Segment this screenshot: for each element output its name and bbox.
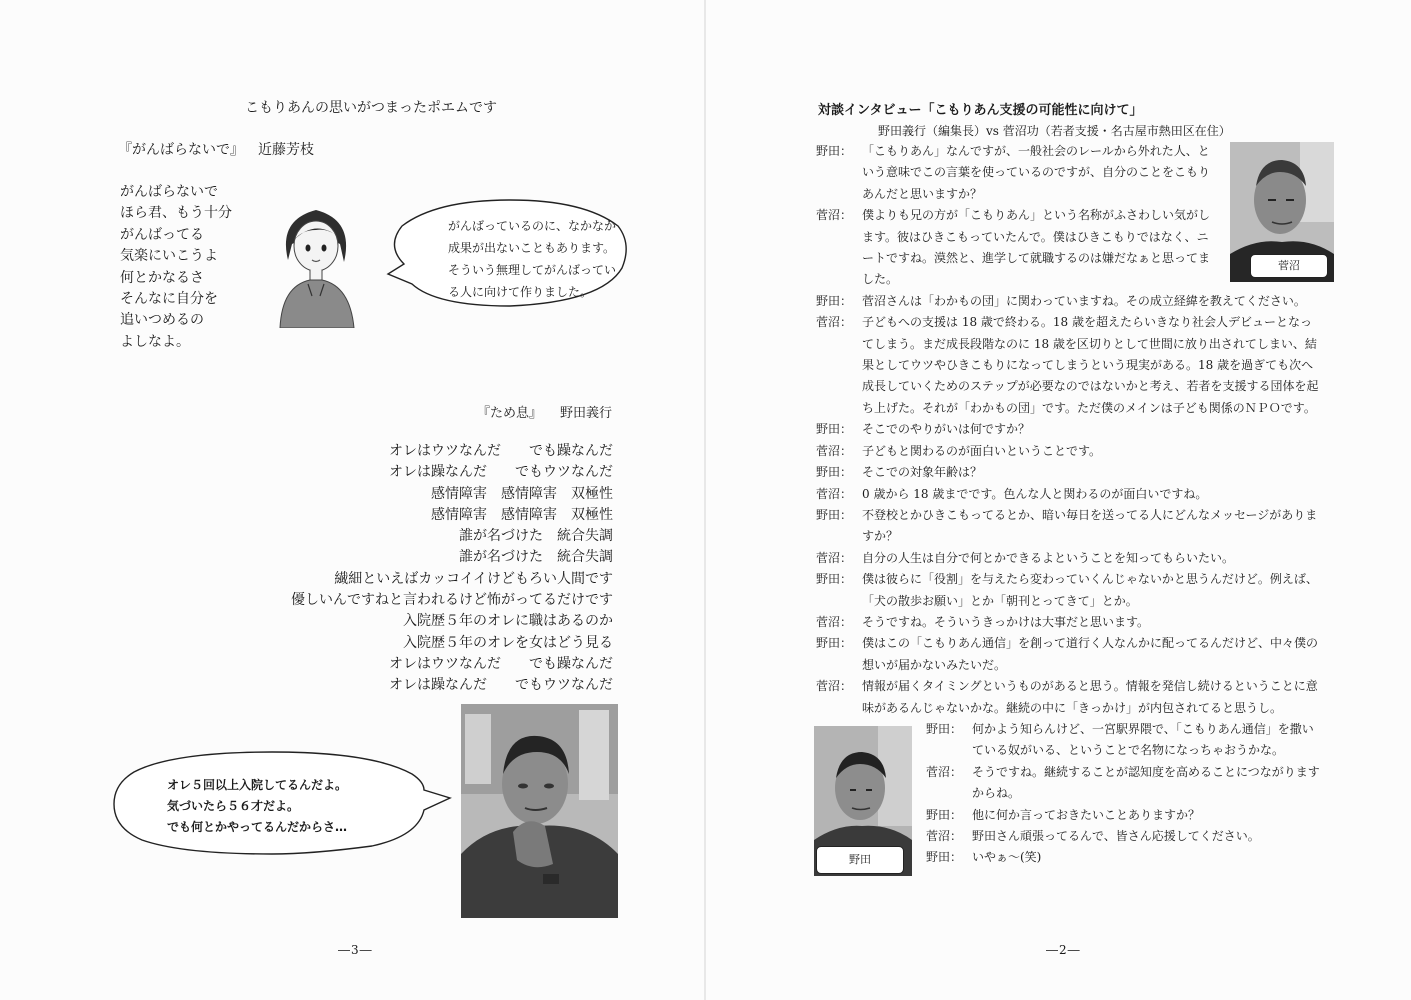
poem2-line: 入院歴５年のオレを女はどう見る	[403, 634, 613, 651]
utterance: 何かよう知らんけど、一宮駅界隈で、「こもりあん通信」を撒いている奴がいる、ということで名物になっちゃおうかな。	[972, 721, 1314, 758]
page-number: ―3―	[338, 943, 373, 957]
poem1-line: 何とかなるさ	[120, 269, 204, 286]
dialog-turn	[816, 291, 1321, 312]
girl-illustration	[270, 200, 362, 328]
dialog-turn	[816, 484, 1321, 505]
page-3	[0, 0, 705, 1000]
poem1-line: よしなよ。	[120, 333, 190, 350]
poem1-author: 近藤芳枝	[258, 142, 314, 158]
utterance: 他に何か言っておきたいことありますか？	[972, 807, 1201, 822]
poem2-line: 誰が名づけた 統合失調	[459, 528, 613, 545]
speaker: 菅沼：	[816, 550, 853, 565]
page-2	[706, 0, 1411, 1000]
speaker: 野田：	[816, 422, 853, 437]
interview-title: 対談インタビュー「こもりあん支援の可能性に向けて」	[818, 103, 1143, 118]
noda-photo-label: 野田	[816, 846, 904, 874]
dialog-turn	[926, 719, 1321, 762]
utterance: 菅沼さんは「わかもの団」に関わっていますね。その成立経緯を教えてください。	[862, 293, 1306, 308]
poem2-line: 感情障害 感情障害 双極性	[431, 506, 613, 523]
dialog-turn	[816, 676, 1321, 719]
comment-line: がんばっているのに、なかなか	[448, 219, 617, 233]
speaker: 野田：	[816, 144, 853, 158]
utterance: 自分の人生は自分で何とかできるよということを知ってもらいたい。	[862, 550, 1235, 565]
speaker: 菅沼：	[816, 208, 853, 223]
utterance: 僕は彼らに「役割」を与えたら変わっていくんじゃないかと思うんだけど。例えば、「犬の散歩お願い」とか「朝刊とってきて」とか。	[862, 572, 1318, 608]
speaker: 野田：	[816, 465, 853, 480]
speaker: 菅沼：	[926, 829, 963, 843]
utterance: 0 歳から 18 歳までです。色んな人と関わるのが面白いですね。	[862, 486, 1208, 501]
comment-line: 気づいたら５６才だよ。	[167, 799, 300, 813]
poem2-line: 感情障害 感情障害 双極性	[431, 485, 613, 502]
utterance: 情報が届くタイミングというものがあると思う。情報を発信し続けるということに意味があるんじゃないかな。継続の中に「きっかけ」が内包されてると思うし。	[862, 679, 1318, 715]
comment-line: でも何とかやってるんだからさ…	[167, 820, 348, 834]
utterance: そこでのやりがいは何ですか？	[862, 422, 1031, 437]
utterance: いやぁ～(笑)	[972, 850, 1042, 865]
poem2-body	[291, 441, 613, 697]
dialog-turn	[816, 441, 1321, 462]
interview-dialog	[816, 141, 1321, 869]
dialog-turn	[816, 612, 1321, 633]
dialog-turn	[816, 312, 1321, 419]
poem2-comment	[167, 775, 347, 838]
comment-line: オレ５回以上入院してるんだよ。	[167, 778, 348, 792]
speaker: 野田：	[816, 293, 853, 308]
poem2-line: オレはウツなんだ でも躁なんだ	[389, 655, 613, 672]
poem1-title-line	[118, 139, 314, 159]
speaker: 野田：	[816, 572, 853, 587]
poem1-line: 追いつめるの	[120, 312, 204, 329]
poem-section-header: こもりあんの思いがつまったポエムです	[245, 100, 497, 116]
poem1-line: そんなに自分を	[120, 291, 218, 308]
dialog-turn	[816, 548, 1321, 569]
speaker: 菅沼：	[816, 679, 853, 694]
poem2-line: 優しいんですねと言われるけど怖がってるだけです	[291, 592, 613, 609]
dialog-turn	[816, 419, 1321, 440]
poem1-line: がんばってる	[120, 226, 204, 243]
poem2-line: 入院歴５年のオレに職はあるのか	[403, 613, 613, 630]
speaker: 野田：	[926, 807, 963, 822]
poem1-line: 気楽にいこうよ	[120, 248, 218, 265]
utterance: 僕はこの「こもりあん通信」を創って道行く人なんかに配ってるんだけど、中々僕の想いが届かないみたいだ。	[862, 636, 1319, 672]
comment-line: 成果が出ないこともあります。	[448, 241, 616, 255]
poem1-line: がんばらないで	[120, 184, 218, 200]
utterance: 子どもへの支援は 18 歳で終わる。18 歳を超えたらいきなり社会人デビューとなってしまう。まだ成長段階なのに 18 歳を区切りとして世間に放り出されてしまい、結果としてウツやひきこもりになってしまうという現実がある。18 歳を過ぎても次へ成長していくためのステップが必要なのではないかと考え、若者を支援する団体を起ち上げた。それが「わかもの団」です。ただ僕のメインは子ども関係のＮＰＯです。	[862, 315, 1319, 415]
dialog-turn	[816, 633, 1321, 676]
utterance: そうですね。そういうきっかけは大事だと思います。	[862, 614, 1150, 629]
comment-line: そういう無理してがんばってい	[448, 263, 617, 277]
poem2-title-line	[477, 402, 612, 421]
utterance: そうですね。継続することが認知度を高めることにつながりますからね。	[972, 764, 1320, 801]
utterance: そこでの対象年齢は？	[862, 465, 983, 480]
utterance: 「こもりあん」なんですが、一般社会のレールから外れた人、という意味でこの言葉を使っているのですが、自分のことをこもりあんだと思いますか？	[862, 144, 1211, 201]
poem2-author: 野田義行	[560, 406, 613, 421]
suganuma-photo-label: 菅沼	[1250, 254, 1328, 278]
comment-line: る人に向けて作りました。	[448, 285, 593, 299]
poem2-line: 繊細といえばカッコイイけどもろい人間です	[334, 570, 613, 587]
utterance: 僕よりも兄の方が「こもりあん」という名称がふさわしい気がします。彼はひきこもっていたんで。僕はひきこもりではなく、ニートですね。漠然と、進学して就職するのは嫌だなぁと思ってました。	[862, 208, 1211, 287]
poem1-body	[120, 182, 232, 353]
poem2-title: 『ため息』	[477, 406, 543, 421]
speaker: 野田：	[926, 721, 963, 736]
poem1-line: ほら君、もう十分	[120, 205, 232, 222]
dialog-turn	[926, 847, 1321, 868]
poem2-line: オレはウツなんだ でも躁なんだ	[389, 443, 613, 459]
poem1-comment	[448, 215, 616, 303]
speaker: 菅沼：	[816, 443, 853, 458]
dialog-turn	[816, 462, 1321, 483]
dialog-turn	[816, 505, 1321, 548]
dialog-turn	[816, 141, 1211, 205]
noda-photo	[461, 704, 618, 918]
speaker: 菅沼：	[926, 764, 963, 779]
dialog-turn	[816, 205, 1211, 291]
utterance: 子どもと関わるのが面白いということです。	[862, 443, 1102, 458]
page-number: ―2―	[1046, 943, 1081, 957]
dialog-turn	[926, 805, 1321, 826]
poem2-line: オレは躁なんだ でもウツなんだ	[389, 464, 613, 481]
dialog-turn	[816, 569, 1321, 612]
poem2-line: 誰が名づけた 統合失調	[459, 549, 613, 566]
utterance: 不登校とかひきこもってるとか、暗い毎日を送ってる人にどんなメッセージがありますか？	[862, 507, 1318, 544]
speaker: 菅沼：	[816, 614, 853, 629]
speaker: 菅沼：	[816, 315, 853, 330]
dialog-turn	[926, 826, 1321, 847]
dialog-turn	[926, 762, 1321, 805]
speaker: 菅沼：	[816, 486, 853, 501]
poem1-title: 『がんばらないで』	[118, 142, 244, 158]
utterance: 野田さん頑張ってるんで、皆さん応援してください。	[972, 829, 1260, 843]
speaker: 野田：	[926, 850, 963, 865]
poem2-line: オレは躁なんだ でもウツなんだ	[389, 677, 613, 694]
speaker: 野田：	[816, 507, 853, 522]
speaker: 野田：	[816, 636, 853, 651]
interview-subtitle: 野田義行（編集長）vs 菅沼功（若者支援・名古屋市熱田区在住）	[878, 124, 1231, 138]
